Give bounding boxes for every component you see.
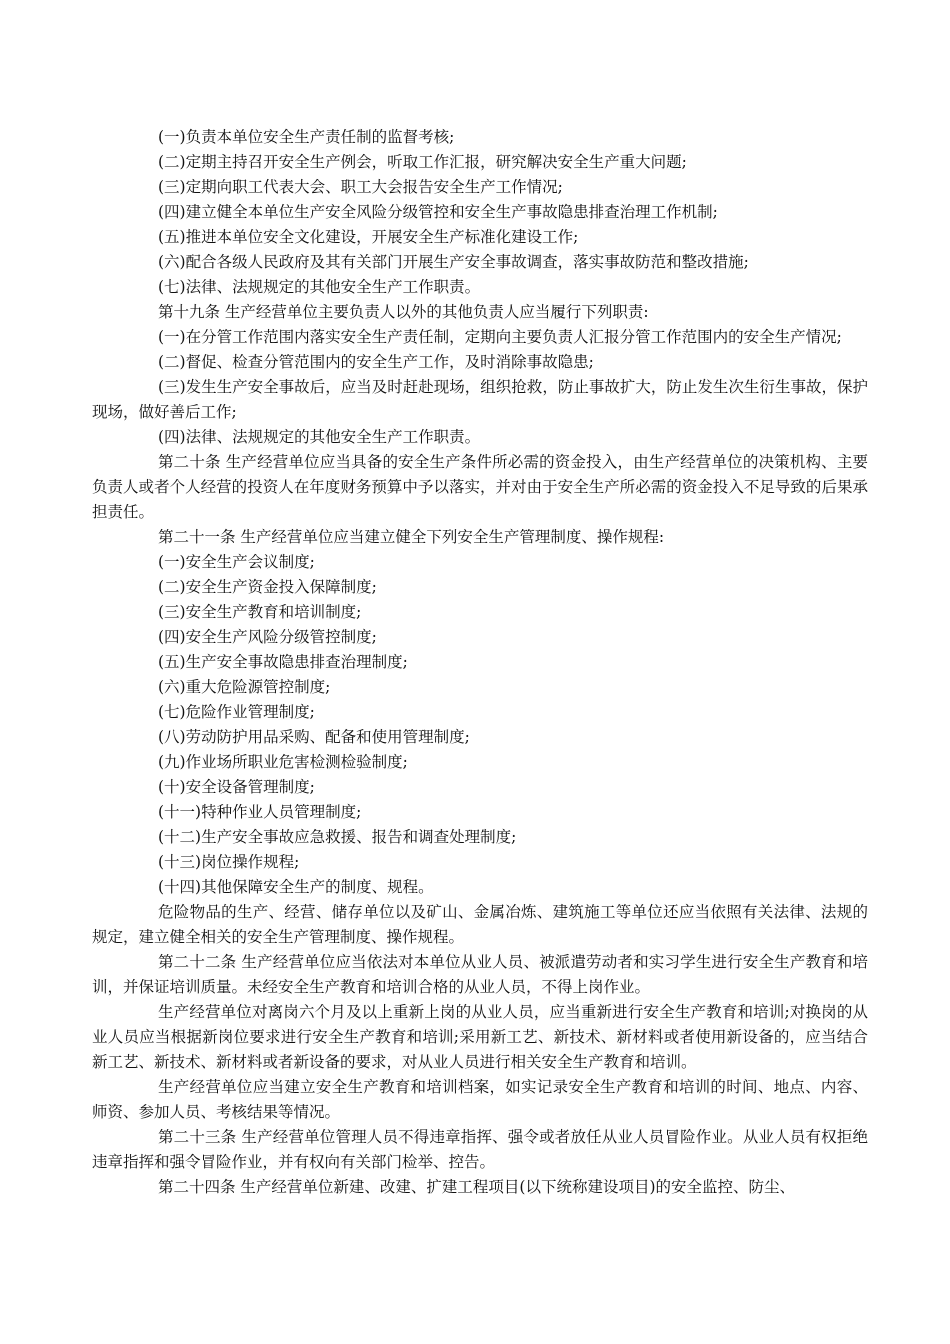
article-22-paragraph-2: 生产经营单位对离岗六个月及以上重新上岗的从业人员，应当重新进行安全生产教育和培训;对换岗的从业人员应当根据新岗位要求进行安全生产教育和培训;采用新工艺、新技术、新材料或者使用新设备的，应当结合新工艺、新技术、新材料或者新设备的要求，对从业人员进行相关安全生产教育和培训。 (92, 1003, 868, 1071)
article-22: 第二十二条 生产经营单位应当依法对本单位从业人员、被派遣劳动者和实习学生进行安全生产教育和培训，并保证培训质量。未经安全生产教育和培训合格的从业人员，不得上岗作业。 (92, 953, 868, 996)
article-21: 第二十一条 生产经营单位应当建立健全下列安全生产管理制度、操作规程: (158, 528, 665, 546)
article-19: 第十九条 生产经营单位主要负责人以外的其他负责人应当履行下列职责: (158, 303, 649, 321)
list-item-other-duties: (七)法律、法规规定的其他安全生产工作职责。 (158, 278, 481, 296)
article-21-item-1: (一)安全生产会议制度; (158, 553, 315, 571)
article-23: 第二十三条 生产经营单位管理人员不得违章指挥、强令或者放任从业人员冒险作业。从业人员有权拒绝违章指挥和强令冒险作业，并有权向有关部门检举、控告。 (92, 1128, 868, 1171)
article-21-item-10: (十)安全设备管理制度; (158, 778, 315, 796)
article-19-item-2: (二)督促、检查分管范围内的安全生产工作，及时消除事故隐患; (158, 353, 594, 371)
article-21-item-13: (十三)岗位操作规程; (158, 853, 300, 871)
article-21-item-8: (八)劳动防护用品采购、配备和使用管理制度; (158, 728, 470, 746)
list-item-supervise-responsibility: (一)负责本单位安全生产责任制的监督考核; (158, 128, 455, 146)
article-21-item-2: (二)安全生产资金投入保障制度; (158, 578, 377, 596)
list-item-risk-mechanism: (四)建立健全本单位生产安全风险分级管控和安全生产事故隐患排查治理工作机制; (158, 203, 718, 221)
article-20: 第二十条 生产经营单位应当具备的安全生产条件所必需的资金投入，由生产经营单位的决策机构、主要负责人或者个人经营的投资人在年度财务预算中予以落实，并对由于安全生产所必需的资金投入不足导致的后果承担责任。 (92, 453, 868, 521)
article-21-item-6: (六)重大危险源管控制度; (158, 678, 331, 696)
article-21-item-5: (五)生产安全事故隐患排查治理制度; (158, 653, 408, 671)
article-21-item-12: (十二)生产安全事故应急救援、报告和调查处理制度; (158, 828, 517, 846)
document-body (92, 125, 868, 1200)
article-21-item-3: (三)安全生产教育和培训制度; (158, 603, 362, 621)
article-22-paragraph-3: 生产经营单位应当建立安全生产教育和培训档案，如实记录安全生产教育和培训的时间、地点、内容、师资、参加人员、考核结果等情况。 (92, 1078, 868, 1121)
list-item-report-to-congress: (三)定期向职工代表大会、职工大会报告安全生产工作情况; (158, 178, 563, 196)
article-19-item-3: (三)发生生产安全事故后，应当及时赶赴现场，组织抢救，防止事故扩大，防止发生次生衍生事故，保护现场，做好善后工作; (92, 378, 868, 421)
article-21-item-11: (十一)特种作业人员管理制度; (158, 803, 362, 821)
list-item-accident-investigation: (六)配合各级人民政府及其有关部门开展生产安全事故调查，落实事故防范和整改措施; (158, 253, 749, 271)
article-21-item-14: (十四)其他保障安全生产的制度、规程。 (158, 878, 434, 896)
article-21-item-4: (四)安全生产风险分级管控制度; (158, 628, 377, 646)
article-19-item-1: (一)在分管工作范围内落实安全生产责任制，定期向主要负责人汇报分管工作范围内的安全生产情况; (158, 328, 842, 346)
list-item-safety-culture: (五)推进本单位安全文化建设，开展安全生产标准化建设工作; (158, 228, 579, 246)
article-21-paragraph-2: 危险物品的生产、经营、储存单位以及矿山、金属冶炼、建筑施工等单位还应当依照有关法律、法规的规定，建立健全相关的安全生产管理制度、操作规程。 (92, 903, 868, 946)
article-24: 第二十四条 生产经营单位新建、改建、扩建工程项目(以下统称建设项目)的安全监控、防尘、 (158, 1178, 796, 1196)
article-21-item-7: (七)危险作业管理制度; (158, 703, 315, 721)
article-19-item-4: (四)法律、法规规定的其他安全生产工作职责。 (158, 428, 481, 446)
list-item-safety-meeting: (二)定期主持召开安全生产例会，听取工作汇报，研究解决安全生产重大问题; (158, 153, 687, 171)
article-21-item-9: (九)作业场所职业危害检测检验制度; (158, 753, 408, 771)
